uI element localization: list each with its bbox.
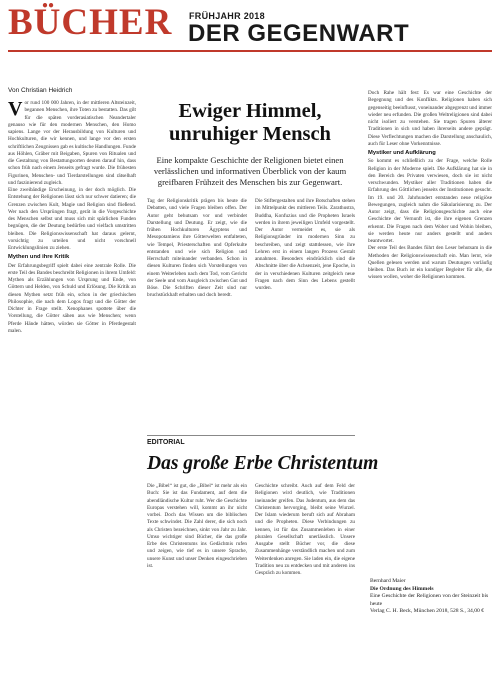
book-description: Eine Geschichte der Religionen von der Steinzeit bis heute bbox=[370, 593, 489, 607]
section-title: BÜCHER bbox=[8, 2, 173, 43]
divider bbox=[147, 435, 355, 436]
subheading: Mythen und ihre Kritik bbox=[8, 254, 70, 261]
masthead-rule bbox=[8, 50, 492, 52]
paragraph: Der Erfahrungsbegriff spielt dabei eine zentrale Rolle. Die erste Teil des Bandes beschreibt Religionen in ihrem Umfeld: Mythen als Erzählungen von Ursprung und Ende, von Göttern und Helden, von Schuld und Erlösung. Die Kritik an diesen Mythen setzt früh ein, schon in der griechischen Philosophie, die nach dem Logos fragt und die Götter der Dichter in Frage stellt. Xenophanes spottete über die Vorstellung, die Götter sähen aus wie Menschen; wenn Pferde Hände hätten, würden sie Götter in Pferdegestalt malen. bbox=[8, 262, 136, 334]
headline: Ewiger Himmel, unruhiger Mensch bbox=[169, 100, 331, 145]
article-column-2: Tag der Religionskritik prägen bis heute die Debatten, und viele Fragen bleiben offen. Der Autor geht behutsam vor und verbindet Darstellung und Deutung. Er zeigt, wie die frühen Hochkulturen Ägyptens und Mesopotamiens ihre Götterwelten entfalteten, wie Tempel, Priesterschaften und Opferkulte entstanden und wie sich Religion und Herrschaft miteinander verbanden. Schon in diesen Kulturen finden sich Vorstellungen von einem Weiterleben nach dem Tod, vom Gericht der Seele und vom Ausgleich zwischen Gut und Böse. Die Schriften dieser Zeit sind nur bruchstückhaft erhalten und doch beredt. bbox=[147, 198, 247, 299]
paragraph: Eine zweibändige Erscheinung, in der doch möglich. Die Entstehung der Religionen lässt sich nur schwer datieren; die Grenzen zwischen Kult, Magie und Religion sind fließend. Wer nach den Ursprüngen fragt, gerät in die Vorgeschichte des Menschen selbst und muss sich mit spärlichen Funden begnügen, die der Deutung bedürfen und vielfach umstritten bleiben. Die Religionswissenschaft hat daraus gelernt, vorsichtig zu urteilen und nicht vorschnell Entwicklungslinien zu ziehen. bbox=[8, 187, 136, 251]
editorial-column-2: Geschichte schreibt. Auch auf dem Feld der Religionen wird deutlich, wie Traditionen ineinander greifen. Das Judentum, aus dem das Christentum hervorging, bleibt seine Wurzel. Der Islam wiederum beruft sich auf Abraham und die Propheten. Diese Verbindungen zu kennen, ist für das Zusammenleben in einer pluralen Gesellschaft unerlässlich. Unsere Ausgabe stellt Bücher vor, die diese Zusammenhänge verständlich machen und zum Weiterdenken anregen. Sie laden ein, die eigene Tradition neu zu entdecken und mit anderen ins Gespräch zu kommen. bbox=[255, 483, 355, 576]
book-author: Bernhard Maier bbox=[370, 578, 406, 584]
editorial-label: EDITORIAL bbox=[147, 439, 185, 446]
publication-title: DER GEGENWART bbox=[188, 20, 410, 47]
article-column-3: Die Stiftergestalten und ihre Botschaften stehen im Mittelpunkt des mittleren Teils. Zarathustra, Buddha, Konfuzius und die Propheten Israels werden in ihrem jeweiligen Umfeld vorgestellt. Der Autor vermeidet es, sie als Religionsgründer im modernen Sinn zu beschreiben, und zeigt stattdessen, wie ihre Lehren erst in einem langen Prozess Gestalt annahmen. Besonders eindrücklich sind die Abschnitte über die Achsenzeit, jene Epoche, in der in verschiedenen Kulturen zeitgleich neue Fragen nach dem Sinn des Lebens gestellt wurden. bbox=[255, 198, 355, 291]
article-column-1 bbox=[8, 100, 136, 672]
drop-cap: V bbox=[8, 100, 23, 120]
masthead bbox=[8, 2, 492, 47]
issue-label: FRÜHJAHR 2018 bbox=[189, 11, 265, 21]
paragraph: So kommt es schließlich zu der Frage, welche Rolle Religion in der Moderne spielt. Die Aufklärung hat sie in den Bereich des Privaten verwiesen, doch sie ist nicht verschwunden. Mystiker aller Traditionen haben die Erfahrung des Göttlichen jenseits der Institutionen gesucht. Im 19. und 20. Jahrhundert entstanden neue religiöse Bewegungen, zugleich nahm die Säkularisierung zu. Der Autor zeigt, dass die Religionsgeschichte auch eine Geschichte der Vernunft ist, die ihre eigenen Grenzen erkennt. Die Fragen nach dem Woher und Wohin bleiben, sie werden heute nur anders gestellt und anders beantwortet. bbox=[368, 158, 492, 244]
author-byline: Von Christian Heidrich bbox=[8, 87, 73, 94]
book-title: Die Ordnung des Himmels bbox=[370, 585, 434, 592]
subheading: Mystiker und Aufklärung bbox=[368, 150, 436, 156]
editorial-headline: Das große Erbe Christentum bbox=[147, 453, 379, 474]
deck: Eine kompakte Geschichte der Religionen bietet einen verlässlichen und informativen Überblick von der kaum greifbaren Frühzeit des Menschen bis zur Gegenwart. bbox=[153, 155, 347, 187]
editorial-column-1: Die „Bibel“ ist gut, die „Bibel“ ist mehr als ein Buch: Sie ist das Fundament, auf dem die abendländische Kultur ruht. Wer die Geschichte Europas verstehen will, kommt an ihr nicht vorbei. Doch das Wissen um die biblischen Texte schwindet. Die Zahl derer, die sich noch als Christen bezeichnen, sinkt von Jahr zu Jahr. Umso wichtiger sind Bücher, die das große Erbe des Christentums ins Gedächtnis rufen und zeigen, wie tief es in unsere Sprache, unsere Kunst und unser Denken eingeschrieben ist. bbox=[147, 483, 247, 569]
paragraph: Doch Rahe hält fest: Es war eine Geschichte der Begegnung und des Konflikts. Religionen haben sich gegenseitig beeinflusst, voneinander abgegrenzt und immer wieder neu erfunden. Die großen Weltreligionen sind dabei nicht isoliert zu verstehen. Sie tragen Spuren älterer Traditionen in sich und haben ihrerseits andere geprägt. Diese Verflechtungen machen die Darstellung anschaulich, auch für Leser ohne Vorkenntnisse. bbox=[368, 90, 492, 147]
paragraph: Der erste Teil des Bandes führt den Leser behutsam in die Methoden der Religionswissenschaft ein. Man lernt, wie Quellen gelesen werden und warum Deutungen vorläufig bleiben. Das Buch ist ein kundiger Begleiter für alle, die wissen wollen, woher die Religionen kommen. bbox=[368, 245, 492, 281]
paragraph: or rund 100 000 Jahren, in der mittleren Altsteinzeit, begannen Menschen, ihre Toten zu bestatten. Das gilt für die späten vorderasiatischen Neandertaler genauso wie für den modernen Menschen, den Homo sapiens. Lange vor der Herausbildung von Kulturen und Hochkulturen, die wir kennen, und lange vor den ersten schriftlichen Zeugnissen gab es kultische Handlungen. Funde aus Höhlen, Gräber mit Beigaben, Spuren von Ritualen und die Gestaltung von Bestattungsorten deuten darauf hin, dass schon früh nach einem Jenseits gefragt wurde. Die frühesten Figurinen, Menschen- und Tierdarstellungen sind rätselhaft und faszinierend zugleich. bbox=[8, 100, 136, 186]
book-publisher: Verlag C. H. Beck, München 2018, 528 S., 34,00 € bbox=[370, 608, 485, 614]
article-column-4 bbox=[368, 90, 492, 578]
book-info-box bbox=[370, 578, 490, 616]
